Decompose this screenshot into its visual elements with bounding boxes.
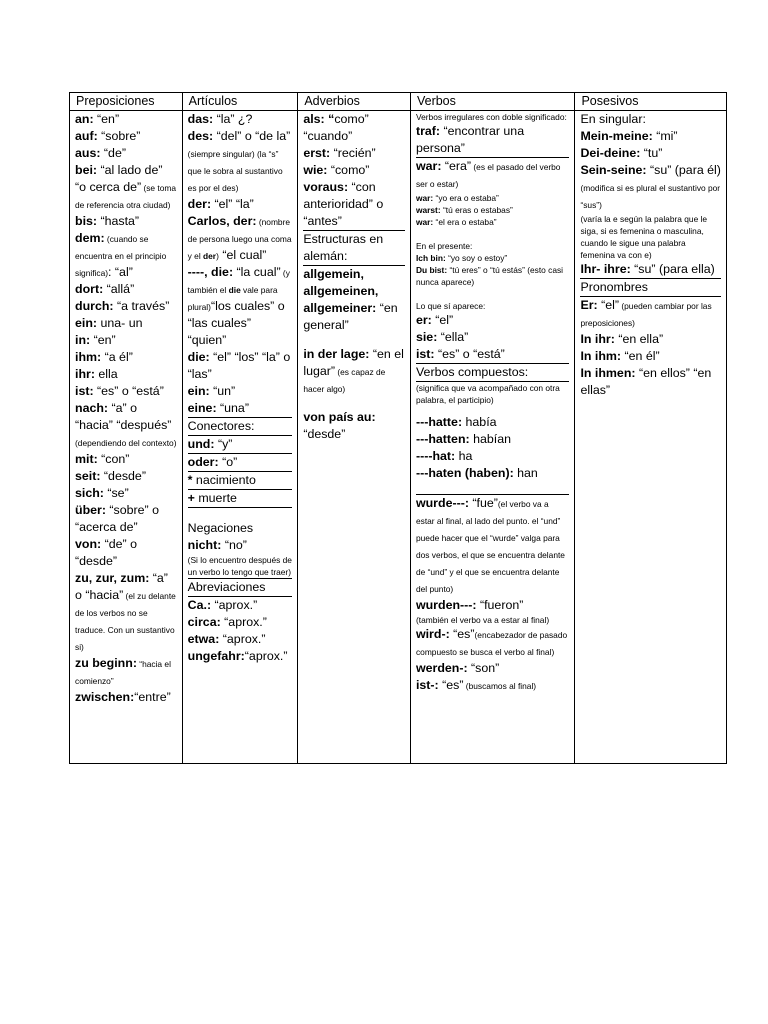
art-entry: ----, die: “la cual” (y también el die vale para plural)“los cuales” o “las cuales” “quien” — [187, 265, 290, 347]
column-articulos — [183, 111, 299, 763]
conector-entry: * nacimiento — [188, 472, 293, 490]
pronombre-entry: In ihmen: “en ellos” “en ellas” — [580, 366, 712, 397]
column-adverbios — [298, 111, 411, 763]
presente-entry: Ich bin: “yo soy o estoy” — [415, 253, 508, 263]
posesivo-entry: Sein-seine: “su” (para él)(modifica si es plural el sustantivo por “sus”) — [580, 163, 721, 210]
prep-entry: nach: “a” o “hacia” “después” (dependiendo del contexto) — [75, 401, 177, 448]
table-body-row — [70, 111, 726, 763]
adv-entry: als: “como” “cuando” — [303, 112, 369, 143]
art-entry: die: “el” “los” “la” o “las” — [187, 350, 291, 381]
abrev-entry: circa: “aprox.” — [187, 615, 267, 629]
verbo-entry: wurden---: “fueron” — [415, 598, 524, 612]
header-preposiciones: Preposiciones — [70, 93, 183, 110]
abreviaciones-title: Abreviaciones — [188, 578, 293, 597]
prep-entry: aus: “de” — [75, 146, 126, 160]
verbo-entry: wird-: “es”(encabezador de pasado compuesto se busca el verbo al final) — [415, 627, 568, 657]
verbo-entry: traf: “encontrar una persona” — [416, 123, 569, 158]
verbo-entry: wurde---: “fue”(el verbo va a estar al final, al lado del punto. el “und” puede hacer que el “wurde” valga para dos verbos, el que se encuentra delante de “und” y el que se encuentra delante del punto) — [415, 496, 565, 594]
presente-entry: Du bist: “tú eres” o “tú estás” (esto casi nunca aparece) — [415, 265, 564, 287]
art-entry: des: “del” o “de la” (siempre singular) (la “s” que le sobra al sustantivo es por el des) — [187, 129, 291, 193]
art-entry: der: “el” “la” — [187, 197, 254, 211]
header-posesivos: Posesivos — [581, 94, 639, 108]
prep-entry: ihm: “a él” — [75, 350, 133, 364]
estructuras-title: Estructuras en alemán: — [303, 230, 405, 266]
conector-entry: + muerte — [188, 490, 293, 508]
presente-title: En el presente: — [415, 241, 473, 251]
header-adverbios: Adverbios — [298, 93, 411, 110]
prep-entry: bis: “hasta” — [75, 214, 140, 228]
prep-entry: zwischen:“entre” — [75, 690, 171, 704]
war-form: war: “el era o estaba” — [415, 217, 497, 227]
conector-entry: und: “y” — [188, 436, 293, 454]
abrev-entry: Ca.: “aprox.” — [187, 598, 258, 612]
prep-entry: in: “en” — [75, 333, 116, 347]
verbo-entry: war: “era” (es el pasado del verbo ser o estar) — [415, 159, 561, 189]
table-header-row — [70, 93, 726, 111]
posesivo-entry: Ihr- ihre: “su” (para ella) — [580, 262, 715, 276]
prep-entry: ihr: ella — [75, 367, 118, 381]
negacion-note: (Si lo encuentro después de un verbo lo tengo que traer) — [187, 555, 292, 577]
posesivo-entry: Mein-meine: “mi” — [580, 129, 678, 143]
verbo-entry: ist-: “es” (buscamos al final) — [415, 678, 537, 692]
wurden-note: (también el verbo va a estar al final) — [415, 615, 550, 625]
conectores-title: Conectores: — [188, 417, 293, 436]
prep-entry: sich: “se” — [75, 486, 129, 500]
prep-entry: zu, zur, zum: “a” o “hacia” (el zu delante de los verbos no se traduce. Con un sustantivo si) — [75, 571, 176, 652]
prep-entry: mit: “con” — [75, 452, 130, 466]
aparece-entry: er: “el” — [415, 313, 454, 327]
art-entry: eine: “una” — [187, 401, 249, 415]
compuesto-entry: ----hat: ha — [415, 449, 473, 463]
adv-entry: voraus: “con anterioridad” o “antes” — [303, 180, 384, 228]
compuesto-entry: ---hatte: había — [415, 415, 497, 429]
verbos-intro-note: Verbos irregulares con doble significado: — [415, 112, 567, 122]
column-verbos — [411, 111, 575, 763]
adv-entry: wie: “como” — [303, 163, 370, 177]
posesivo-entry: Dei-deine: “tu” — [580, 146, 663, 160]
prep-entry: von: “de” o “desde” — [75, 537, 137, 568]
compuesto-entry: ---hatten: habían — [415, 432, 511, 446]
prep-entry: über: “sobre” o “acerca de” — [75, 503, 160, 534]
war-form: warst: “tú eras o estabas” — [415, 205, 513, 215]
war-form: war: “yo era o estaba” — [415, 193, 499, 203]
pronombre-entry: Er: “el” (pueden cambiar por las preposiciones) — [580, 298, 712, 328]
estructura-entry: in der lage: “en el lugar” (es capaz de hacer algo) — [303, 347, 404, 394]
prep-entry: zu beginn: “hacia el comienzo” — [75, 656, 171, 686]
pronombre-entry: In ihr: “en ella” — [580, 332, 664, 346]
negaciones-title: Negaciones — [187, 521, 254, 535]
compuesto-entry: ---haten (haben): han — [415, 466, 538, 480]
art-entry: Carlos, der: (nombre de persona luego una coma y el der) “el cual” — [187, 214, 292, 262]
abrev-entry: etwa: “aprox.” — [187, 632, 266, 646]
art-entry: das: “la” ¿? — [187, 112, 253, 126]
prep-entry: ein: una- un — [75, 316, 143, 330]
prep-entry: dort: “allá” — [75, 282, 135, 296]
adv-entry: erst: “recién” — [303, 146, 376, 160]
aparece-title: Lo que sí aparece: — [415, 301, 486, 311]
prep-entry: ist: “es” o “está” — [75, 384, 164, 398]
negacion-entry: nicht: “no” — [187, 538, 247, 552]
verbo-entry: werden-: “son” — [415, 661, 500, 675]
pronombres-title: Pronombres — [580, 278, 721, 297]
aparece-entry: ist: “es” o “está” — [415, 347, 505, 361]
estructura-entry: allgemein, allgemeinen, allgemeiner: “en general” — [303, 267, 398, 332]
art-entry: ein: “un” — [187, 384, 236, 398]
prep-entry: durch: “a través” — [75, 299, 170, 313]
column-posesivos — [575, 111, 726, 763]
singular-title: En singular: — [580, 112, 646, 126]
prep-entry: auf: “sobre” — [75, 129, 141, 143]
prep-entry: bei: “al lado de” “o cerca de” (se toma de referencia otra ciudad) — [75, 163, 177, 210]
abrev-entry: ungefahr:“aprox.” — [187, 649, 288, 663]
prep-entry: seit: “desde” — [75, 469, 146, 483]
sein-note: (varía la e según la palabra que le siga, si es femenina o masculina, cuando le sigue una palabra femenina va con e) — [580, 214, 708, 260]
prep-entry: dem: (cuando se encuentra en el principio significa): “al” — [75, 231, 167, 279]
header-verbos: Verbos — [411, 93, 576, 110]
estructura-entry: von país au: “desde” — [303, 410, 376, 441]
pronombre-entry: In ihm: “en él” — [580, 349, 660, 363]
header-articulos: Artículos — [183, 93, 299, 110]
prep-entry: an: “en” — [75, 112, 120, 126]
column-preposiciones — [70, 111, 183, 763]
aparece-entry: sie: “ella” — [415, 330, 469, 344]
compuestos-note: (significa que va acompañado con otra palabra, el participio) — [415, 383, 560, 405]
compuestos-title: Verbos compuestos: — [416, 363, 569, 382]
conector-entry: oder: “o” — [188, 454, 293, 472]
vocabulary-table — [69, 92, 727, 764]
